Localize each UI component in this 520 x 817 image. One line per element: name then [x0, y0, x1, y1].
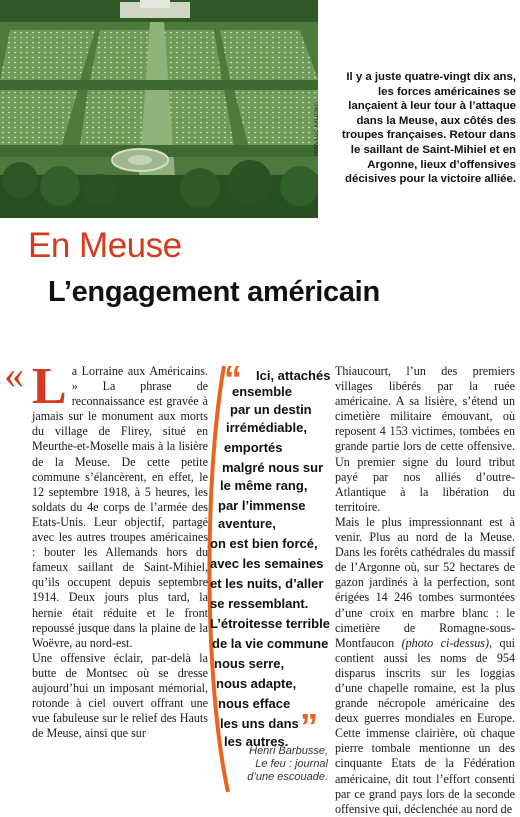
quote-line: nous serre,	[214, 656, 285, 671]
paragraph	[32, 358, 208, 651]
quote-line: nous efface	[218, 696, 291, 711]
paragraph-text: a Lorraine aux Américains. » La phrase de reconnaissance est gravée à jamais sur le monument aux morts du village de Flirey, situé en Meurthe-et-Moselle mais à la lisière de la Meuse. De cette petite commune s’élancèrent, en effet, le 12 septembre 1918, à 5 heures, les soldats du 4e corps de l’armée des Etats-Unis. Leur objectif, partagé avec les autres troupes américaines : bouter les Allemands hors du fameux saillant de Saint-Mihiel, qu’ils occupent depuis septembre 1914. Deux jours plus tard, la hernie était réduite et le front repoussé jusque dans la plaine de la Woëvre, au nord-est.	[32, 364, 208, 650]
quote-line: se ressemblant.	[210, 596, 309, 611]
quote-source: Le feu : journal d’une escouade.	[247, 758, 328, 783]
quote-line: de la vie commune	[212, 636, 329, 651]
drop-cap: L	[32, 358, 67, 415]
quote-close-mark: ”	[300, 706, 318, 747]
quote-line: ensemble	[232, 384, 292, 399]
pull-quote	[206, 360, 336, 796]
quote-line: nous adapte,	[216, 676, 297, 691]
article-headline: L’engagement américain	[48, 276, 380, 308]
opening-quote-mark: «	[4, 352, 24, 397]
quote-line: emportés	[224, 440, 283, 455]
article-column-2	[335, 364, 515, 817]
quote-line: et les nuits, d’aller	[210, 576, 324, 591]
photo-credit: JEAN-LUC KALUSKO	[314, 101, 320, 156]
quote-line: aventure,	[218, 516, 276, 531]
paragraph-text: Mais le plus impressionnant est à venir. Plus au nord de la Meuse. Dans les forêts cathédrales du massif de l’Argonne où, sur 52 hectares de gazon jardinés à la perfection, sont érigées 14 246 tombes surmontées d’une croix en marbre blanc : le cimetière de Romagne-sous-Montfaucon	[335, 514, 515, 650]
quote-line: on est bien forcé,	[210, 536, 318, 551]
section-kicker: En Meuse	[28, 226, 182, 265]
cemetery-photo	[0, 0, 318, 218]
paragraph-text: , qui contient aussi les noms de 954 disparus inscrits sur les loggias d’une chapelle romaine, est la plus grande nécropole américaine des deux guerres mondiales en Europe. Cette immense clairière, où chaque pierre tombale mentionne un des cinquante Etats de la Fédération américaine, dit tout l’effort consenti par ce grand pays lors de la seconde offensive qui, déclenchée au nord de	[335, 635, 515, 816]
quote-line: malgré nous sur	[222, 460, 324, 475]
quote-line: Ici, attachés	[256, 368, 331, 383]
quote-line: irrémédiable,	[226, 420, 307, 435]
quote-line: les uns dans	[220, 716, 299, 731]
paragraph	[335, 515, 515, 817]
photo-reference: (photo ci-dessus)	[401, 635, 490, 650]
quote-line: le même rang,	[220, 478, 308, 493]
quote-line: par l’immense	[218, 498, 306, 513]
quote-line: L’étroitesse terrible	[210, 616, 330, 631]
paragraph: Thiaucourt, l’un des premiers villages libérés par la ruée américaine. A sa lisière, s’étend un cimetière militaire émouvant, où reposent 4 153 victimes, tombées en grande partie lors de cette offensive. Un premier signe du lourd tribut payé par nos alliés d’outre-Atlantique à la libération du territoire.	[335, 364, 515, 514]
quote-line: les autres.	[224, 734, 289, 749]
quote-author: Henri Barbusse,	[249, 745, 328, 757]
paragraph: Une offensive éclair, par-delà la butte de Montsec où se dresse aujourd’hui un imposant mémorial, rotonde à ciel ouvert offrant une vue fabuleuse sur le relief des Hauts de Meuse, ainsi que sur	[32, 650, 208, 741]
cemetery-aerial-image	[0, 0, 318, 218]
intro-paragraph: Il y a juste quatre-vingt dix ans, les forces américaines se lançaient à leur tour à l’attaque dans la Meuse, aux côtés des troupes françaises. Retour dans le saillant de Saint-Mihiel et en Argonne, lieux d’offensives décisives pour la victoire alliée.	[341, 71, 516, 186]
quote-line: avec les semaines	[210, 556, 324, 571]
quote-line: par un destin	[230, 402, 312, 417]
quote-open-mark: “	[224, 358, 242, 399]
quote-attribution	[234, 745, 328, 784]
article-column-1	[32, 358, 208, 741]
